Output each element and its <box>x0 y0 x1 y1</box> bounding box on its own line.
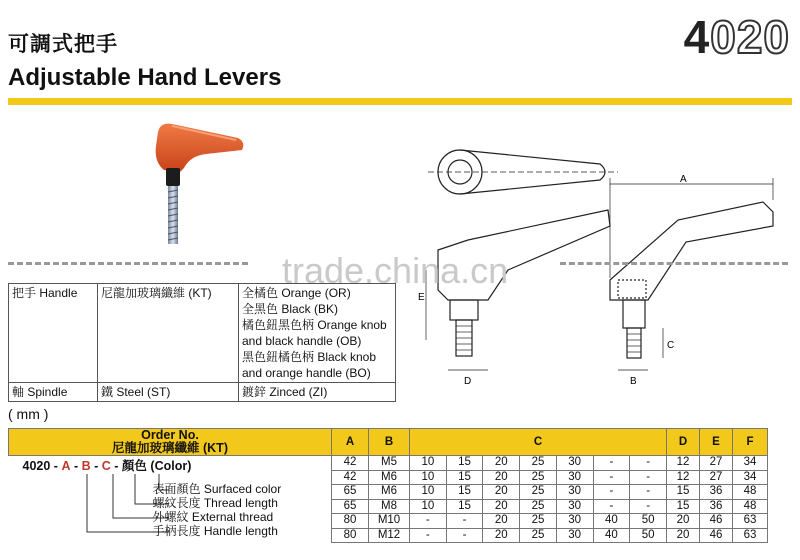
table-cell: 25 <box>520 499 557 514</box>
title-chinese: 可調式把手 <box>8 33 118 56</box>
table-cell: 20 <box>483 485 520 500</box>
table-cell: - <box>593 456 630 471</box>
table-cell: 36 <box>700 485 733 500</box>
table-cell: 30 <box>556 499 593 514</box>
spec-finish: 全橘色 Orange (OR) 全黑色 Black (BK) 橘色鈕黑色柄 Orange knob and black handle (OB) 黑色鈕橘色柄 Black knob and orange handle (BO) <box>239 284 396 383</box>
table-cell: 15 <box>446 470 483 485</box>
table-cell: 42 <box>332 456 369 471</box>
watermark: trade.china.cn <box>282 250 509 291</box>
dim-label-b: B <box>630 376 637 387</box>
table-cell: 65 <box>332 485 369 500</box>
spec-row-handle <box>9 284 396 383</box>
table-cell: 15 <box>446 499 483 514</box>
legend-external-thread: 外螺紋 External thread <box>152 510 274 524</box>
table-cell: 63 <box>733 528 768 543</box>
table-cell: 48 <box>733 499 768 514</box>
product-photo <box>140 112 250 252</box>
table-cell: 15 <box>667 485 700 500</box>
table-cell: - <box>630 456 667 471</box>
unit-label: ( mm ) <box>8 406 49 422</box>
table-cell: 12 <box>667 470 700 485</box>
table-cell: 10 <box>410 456 447 471</box>
table-cell: 46 <box>700 528 733 543</box>
title-english: Adjustable Hand Levers <box>8 64 282 91</box>
dim-label-a: A <box>680 174 687 185</box>
dim-label-d: D <box>464 376 472 387</box>
order-code-legend <box>9 456 332 543</box>
table-cell: 63 <box>733 514 768 529</box>
legend-thread-length: 螺紋長度 Thread length <box>152 496 278 510</box>
table-cell: 46 <box>700 514 733 529</box>
table-cell: M5 <box>369 456 410 471</box>
table-cell: 50 <box>630 528 667 543</box>
table-cell: 27 <box>700 470 733 485</box>
table-cell: 20 <box>483 470 520 485</box>
table-row <box>9 456 768 471</box>
table-cell: 15 <box>446 485 483 500</box>
table-cell: 10 <box>410 470 447 485</box>
table-cell: 25 <box>520 485 557 500</box>
table-cell: 80 <box>332 528 369 543</box>
dim-label-e: E <box>418 292 425 303</box>
col-header-b: B <box>369 429 410 456</box>
dashed-divider <box>8 262 248 265</box>
table-cell: M6 <box>369 485 410 500</box>
dashed-divider <box>560 262 788 265</box>
spec-part: 把手 Handle <box>9 284 98 383</box>
spec-finish: 鍍鋅 Zinced (ZI) <box>239 383 396 402</box>
order-code: 4020 - A - B - C - 顏色 (Color) <box>22 459 192 473</box>
table-cell: - <box>630 470 667 485</box>
col-header-d: D <box>667 429 700 456</box>
col-header-f: F <box>733 429 768 456</box>
table-cell: 25 <box>520 514 557 529</box>
table-cell: 50 <box>630 514 667 529</box>
table-cell: 40 <box>593 528 630 543</box>
product-code: 4020 <box>683 11 790 63</box>
table-cell: 36 <box>700 499 733 514</box>
table-cell: 20 <box>483 528 520 543</box>
table-cell: 10 <box>410 485 447 500</box>
spec-row-spindle <box>9 383 396 402</box>
spec-table <box>8 283 396 402</box>
spec-part: 軸 Spindle <box>9 383 98 402</box>
table-cell: 40 <box>593 514 630 529</box>
table-cell: 25 <box>520 470 557 485</box>
table-cell: 12 <box>667 456 700 471</box>
dim-label-c: C <box>667 340 675 351</box>
table-cell: 34 <box>733 470 768 485</box>
header-rule <box>8 98 792 105</box>
table-cell: M12 <box>369 528 410 543</box>
table-cell: 15 <box>667 499 700 514</box>
table-cell: 34 <box>733 456 768 471</box>
table-cell: 30 <box>556 528 593 543</box>
table-cell: - <box>593 499 630 514</box>
table-cell: 25 <box>520 528 557 543</box>
table-cell: 20 <box>483 499 520 514</box>
table-cell: M8 <box>369 499 410 514</box>
order-table <box>8 428 768 543</box>
table-cell: - <box>593 485 630 500</box>
table-cell: - <box>446 528 483 543</box>
table-cell: 48 <box>733 485 768 500</box>
col-header-e: E <box>700 429 733 456</box>
table-cell: - <box>446 514 483 529</box>
spec-material: 鐵 Steel (ST) <box>98 383 239 402</box>
table-cell: - <box>410 514 447 529</box>
table-cell: M10 <box>369 514 410 529</box>
table-cell: 25 <box>520 456 557 471</box>
table-cell: 80 <box>332 514 369 529</box>
order-no-header: Order No. 尼龍加玻璃纖維 (KT) <box>9 429 332 456</box>
table-cell: - <box>410 528 447 543</box>
table-cell: M6 <box>369 470 410 485</box>
table-cell: 20 <box>483 514 520 529</box>
legend-surfaced-color: 表面顏色 Surfaced color <box>152 482 282 496</box>
order-header-row <box>9 429 768 456</box>
table-cell: 20 <box>667 528 700 543</box>
table-cell: 30 <box>556 485 593 500</box>
table-cell: 15 <box>446 456 483 471</box>
table-cell: 20 <box>483 456 520 471</box>
table-cell: - <box>593 470 630 485</box>
table-cell: 30 <box>556 456 593 471</box>
table-cell: 27 <box>700 456 733 471</box>
table-cell: 10 <box>410 499 447 514</box>
table-cell: - <box>630 485 667 500</box>
table-cell: 30 <box>556 514 593 529</box>
table-cell: 42 <box>332 470 369 485</box>
col-header-a: A <box>332 429 369 456</box>
table-cell: 65 <box>332 499 369 514</box>
table-cell: 20 <box>667 514 700 529</box>
table-cell: 30 <box>556 470 593 485</box>
spec-material: 尼龍加玻璃纖維 (KT) <box>98 284 239 383</box>
table-cell: - <box>630 499 667 514</box>
legend-handle-length: 手柄長度 Handle length <box>152 524 278 538</box>
col-header-c: C <box>410 429 667 456</box>
